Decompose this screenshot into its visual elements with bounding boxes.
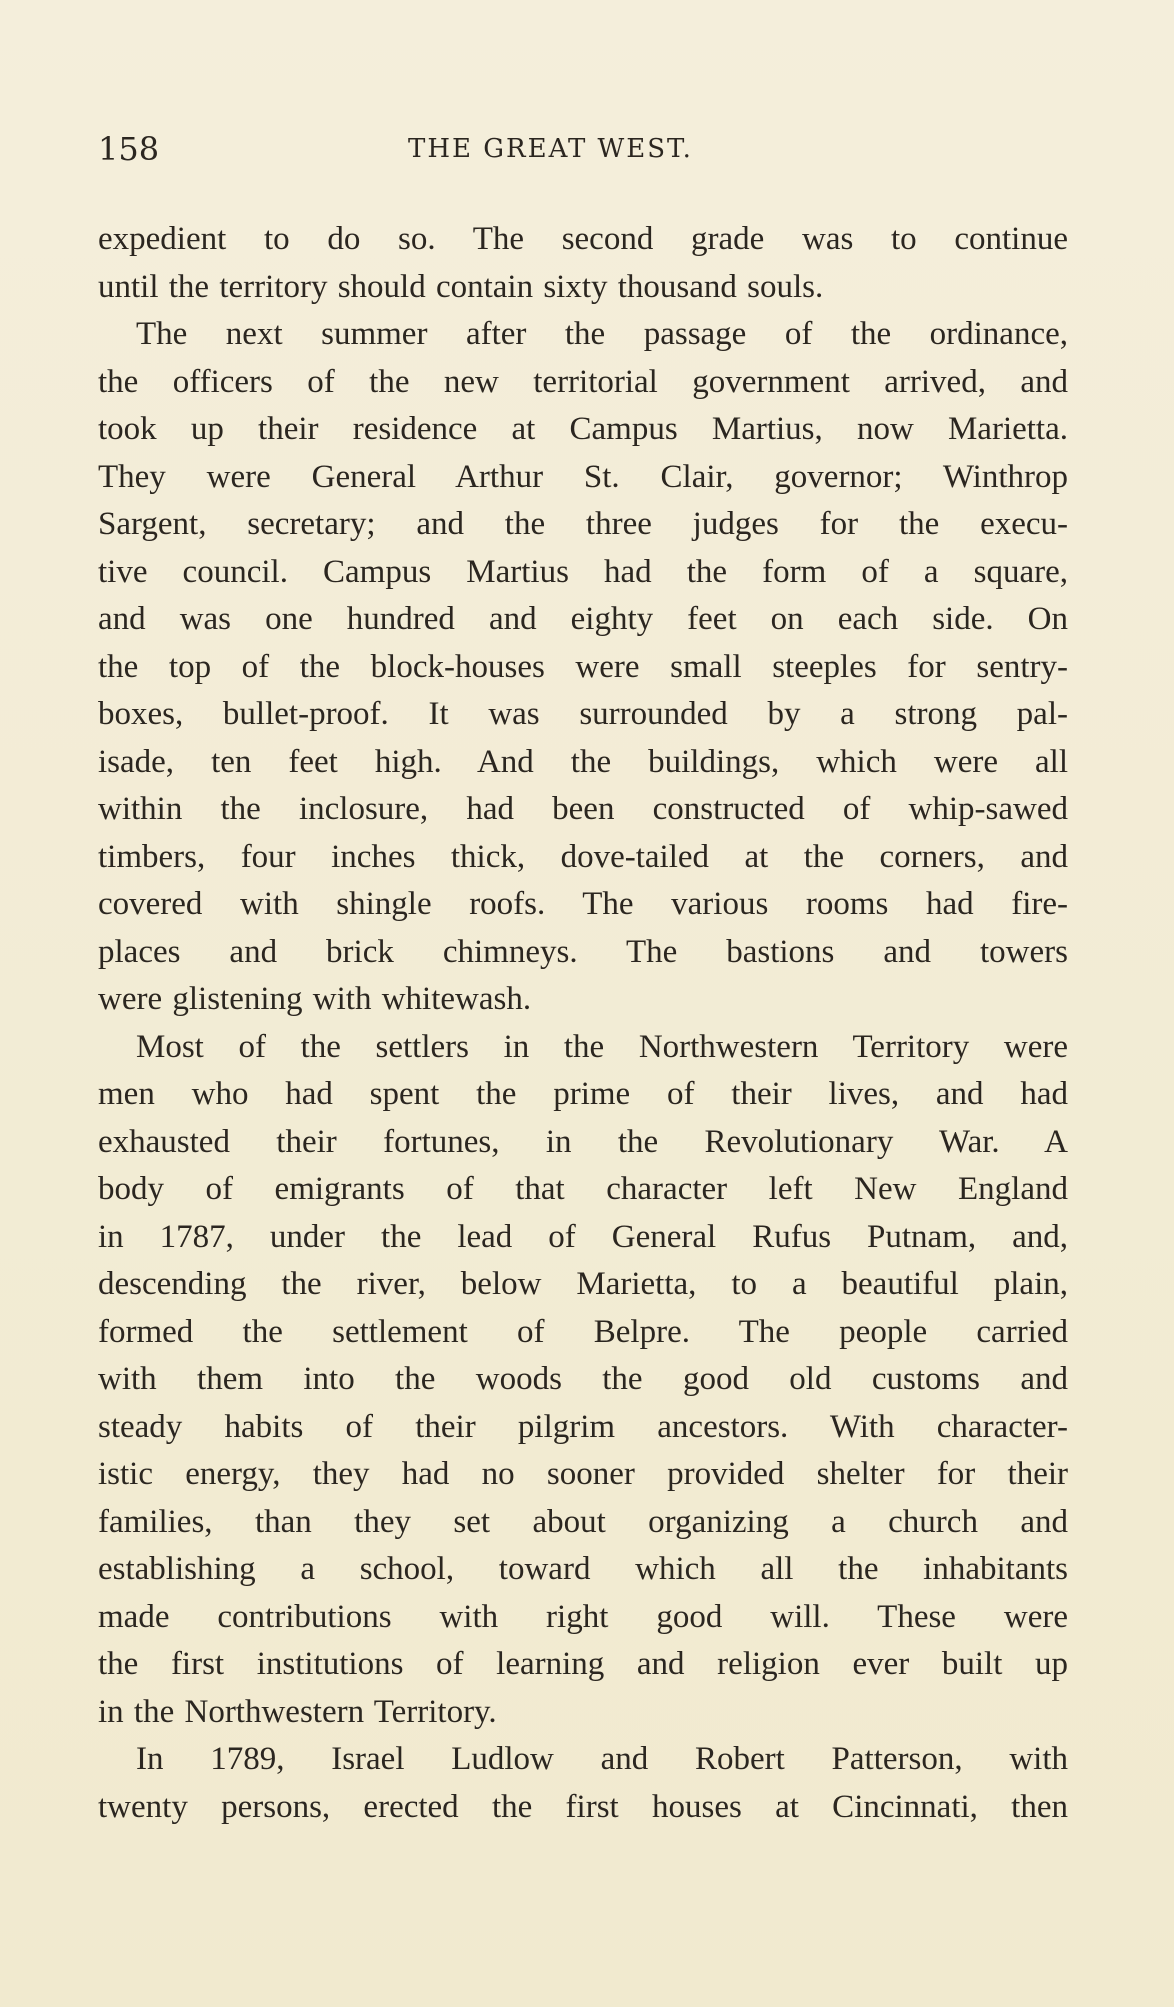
text-line: and was one hundred and eighty feet on each side. On [98,601,1068,637]
text-line: places and brick chimneys. The bastions and towers [98,933,1068,970]
body-text [98,216,1068,1831]
text-line: tive council. Campus Martius had the form of a square, [98,553,1068,590]
text-line: the first institutions of learning and religion ever built up [98,1646,1068,1682]
page-header [98,130,1068,170]
text-line: boxes, bullet-proof. It was surrounded by a strong pal- [98,696,1068,732]
text-line: formed the settlement of Belpre. The people carried [98,1313,1068,1350]
text-line: descending the river, below Marietta, to a beautiful plain, [98,1266,1068,1302]
text-line: in the Northwestern Territory. [98,1693,497,1730]
text-line: made contributions with right good will. These were [98,1598,1068,1635]
text-line: took up their residence at Campus Martius, now Marietta. [98,411,1068,447]
text-line: with them into the woods the good old customs and [98,1361,1068,1397]
paragraph-start-line: The next summer after the passage of the ordinance, [136,316,1068,352]
text-line: exhausted their fortunes, in the Revolutionary War. A [98,1123,1068,1160]
text-line: in 1787, under the lead of General Rufus Putnam, and, [98,1218,1068,1255]
text-line: istic energy, they had no sooner provided shelter for their [98,1456,1068,1492]
running-head: THE GREAT WEST. [408,134,693,164]
text-line: were glistening with whitewash. [98,981,532,1017]
text-line: the officers of the new territorial government arrived, and [98,363,1068,400]
text-line: body of emigrants of that character left New England [98,1171,1068,1207]
text-line: the top of the block-houses were small steeples for sentry- [98,648,1068,685]
text-line: expedient to do so. The second grade was to continue [98,221,1068,257]
text-line: until the territory should contain sixty thousand souls. [98,268,824,305]
paragraph-start-line: In 1789, Israel Ludlow and Robert Patterson, with [136,1741,1068,1777]
page-number: 158 [98,130,160,168]
text-line: establishing a school, toward which all the inhabitants [98,1551,1068,1587]
text-line: men who had spent the prime of their lives, and had [98,1076,1068,1112]
text-line: They were General Arthur St. Clair, governor; Winthrop [98,458,1068,495]
text-line: twenty persons, erected the first houses at Cincinnati, then [98,1788,1068,1825]
text-line: families, than they set about organizing a church and [98,1503,1068,1540]
text-line: Sargent, secretary; and the three judges for the execu- [98,506,1068,542]
text-line: within the inclosure, had been constructed of whip-sawed [98,791,1068,827]
paragraph-start-line: Most of the settlers in the Northwestern Territory were [136,1028,1068,1065]
text-line: covered with shingle roofs. The various rooms had fire- [98,886,1068,922]
text-line: isade, ten feet high. And the buildings, which were all [98,743,1068,780]
text-line: timbers, four inches thick, dove-tailed at the corners, and [98,838,1068,875]
text-line: steady habits of their pilgrim ancestors. With character- [98,1408,1068,1445]
